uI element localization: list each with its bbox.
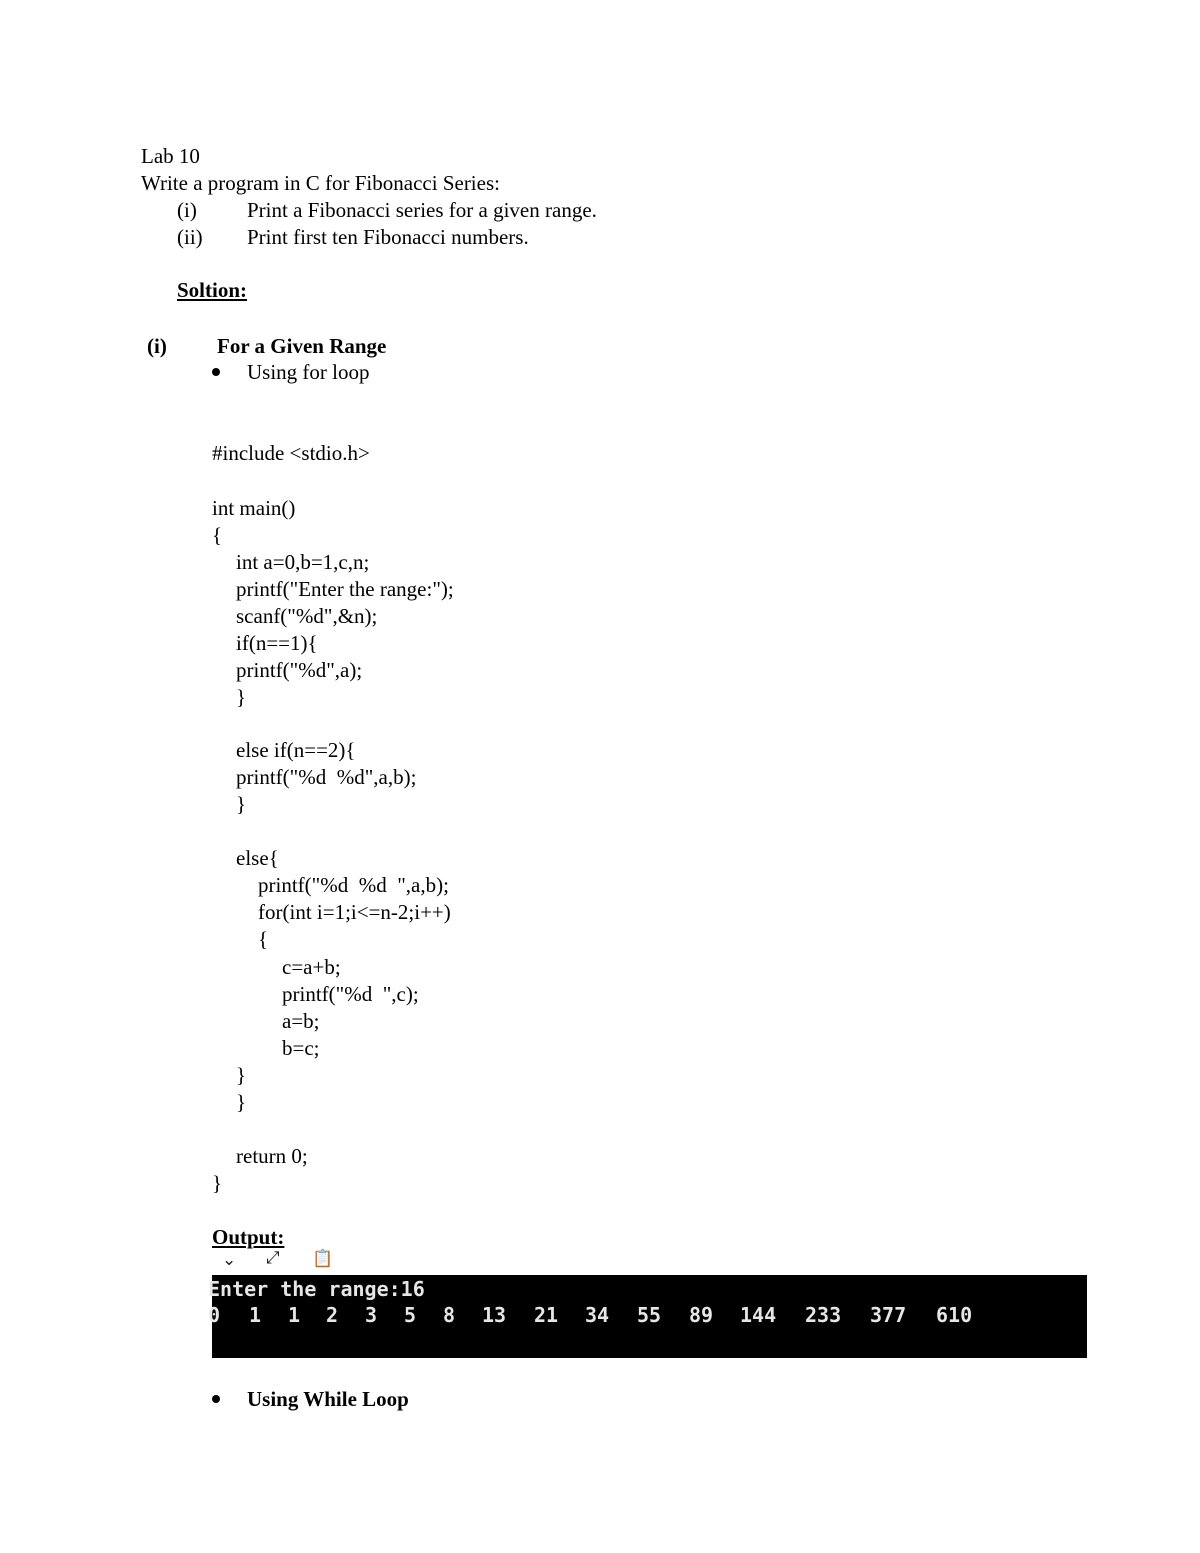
solution-heading: Soltion:: [177, 278, 248, 302]
console-value: 377: [870, 1303, 907, 1327]
clipboard-icon[interactable]: 📋: [312, 1249, 334, 1269]
console-value: 34: [585, 1303, 610, 1327]
code-line: }: [212, 1171, 223, 1195]
code-line: printf("%d %d",a,b);: [236, 765, 417, 789]
console-value: 21: [534, 1303, 559, 1327]
code-line: printf("%d ",c);: [282, 982, 419, 1006]
console-value: 1: [249, 1303, 262, 1327]
code-line: else if(n==2){: [236, 738, 356, 762]
code-line: printf("%d %d ",a,b);: [258, 873, 449, 897]
task-item-marker-2: (ii): [177, 225, 203, 249]
code-line: c=a+b;: [282, 955, 341, 979]
console-value: 0: [208, 1303, 221, 1327]
code-line: for(int i=1;i<=n-2;i++): [258, 900, 451, 924]
code-line: scanf("%d",&n);: [236, 604, 378, 628]
code-line: else{: [236, 846, 279, 870]
console-prompt: Enter the range:16: [208, 1277, 425, 1301]
bullet-for-loop: Using for loop: [247, 360, 370, 384]
code-line: int a=0,b=1,c,n;: [236, 550, 370, 574]
console-value: 144: [740, 1303, 777, 1327]
console-value: 2: [326, 1303, 339, 1327]
console-output: [208, 1275, 1087, 1358]
code-line: }: [236, 685, 247, 709]
code-line: printf("Enter the range:");: [236, 577, 454, 601]
task-statement: Write a program in C for Fibonacci Series:: [141, 171, 500, 195]
task-item-marker-1: (i): [177, 198, 197, 222]
bullet-icon: [212, 1395, 220, 1403]
code-line: return 0;: [236, 1144, 308, 1168]
lab-title: Lab 10: [141, 144, 200, 168]
section-title: For a Given Range: [217, 334, 387, 358]
code-line: }: [236, 1090, 247, 1114]
task-item-text-1: Print a Fibonacci series for a given range.: [247, 198, 597, 222]
console-value: 610: [936, 1303, 973, 1327]
chevron-down-icon[interactable]: ⌄: [222, 1250, 237, 1270]
console-value: 233: [805, 1303, 842, 1327]
console-value: 55: [637, 1303, 662, 1327]
console-value: 13: [482, 1303, 507, 1327]
bullet-icon: [212, 368, 220, 376]
output-heading: Output:: [212, 1225, 285, 1249]
code-line: a=b;: [282, 1009, 320, 1033]
code-line: }: [236, 1063, 247, 1087]
code-line: printf("%d",a);: [236, 658, 363, 682]
code-line: {: [258, 927, 269, 951]
code-line: #include <stdio.h>: [212, 441, 370, 465]
console-value: 3: [365, 1303, 378, 1327]
code-line: if(n==1){: [236, 631, 318, 655]
console-value: 89: [689, 1303, 714, 1327]
expand-icon[interactable]: ⤢: [266, 1248, 280, 1268]
code-line: b=c;: [282, 1036, 320, 1060]
console-value: 1: [288, 1303, 301, 1327]
task-item-text-2: Print first ten Fibonacci numbers.: [247, 225, 529, 249]
console-value: 8: [443, 1303, 456, 1327]
code-line: }: [236, 792, 247, 816]
code-line: int main(): [212, 496, 296, 520]
bullet-while-loop: Using While Loop: [247, 1387, 409, 1411]
console-values: [208, 1303, 1087, 1327]
section-marker: (i): [147, 334, 167, 358]
code-line: {: [212, 523, 223, 547]
console-value: 5: [404, 1303, 417, 1327]
